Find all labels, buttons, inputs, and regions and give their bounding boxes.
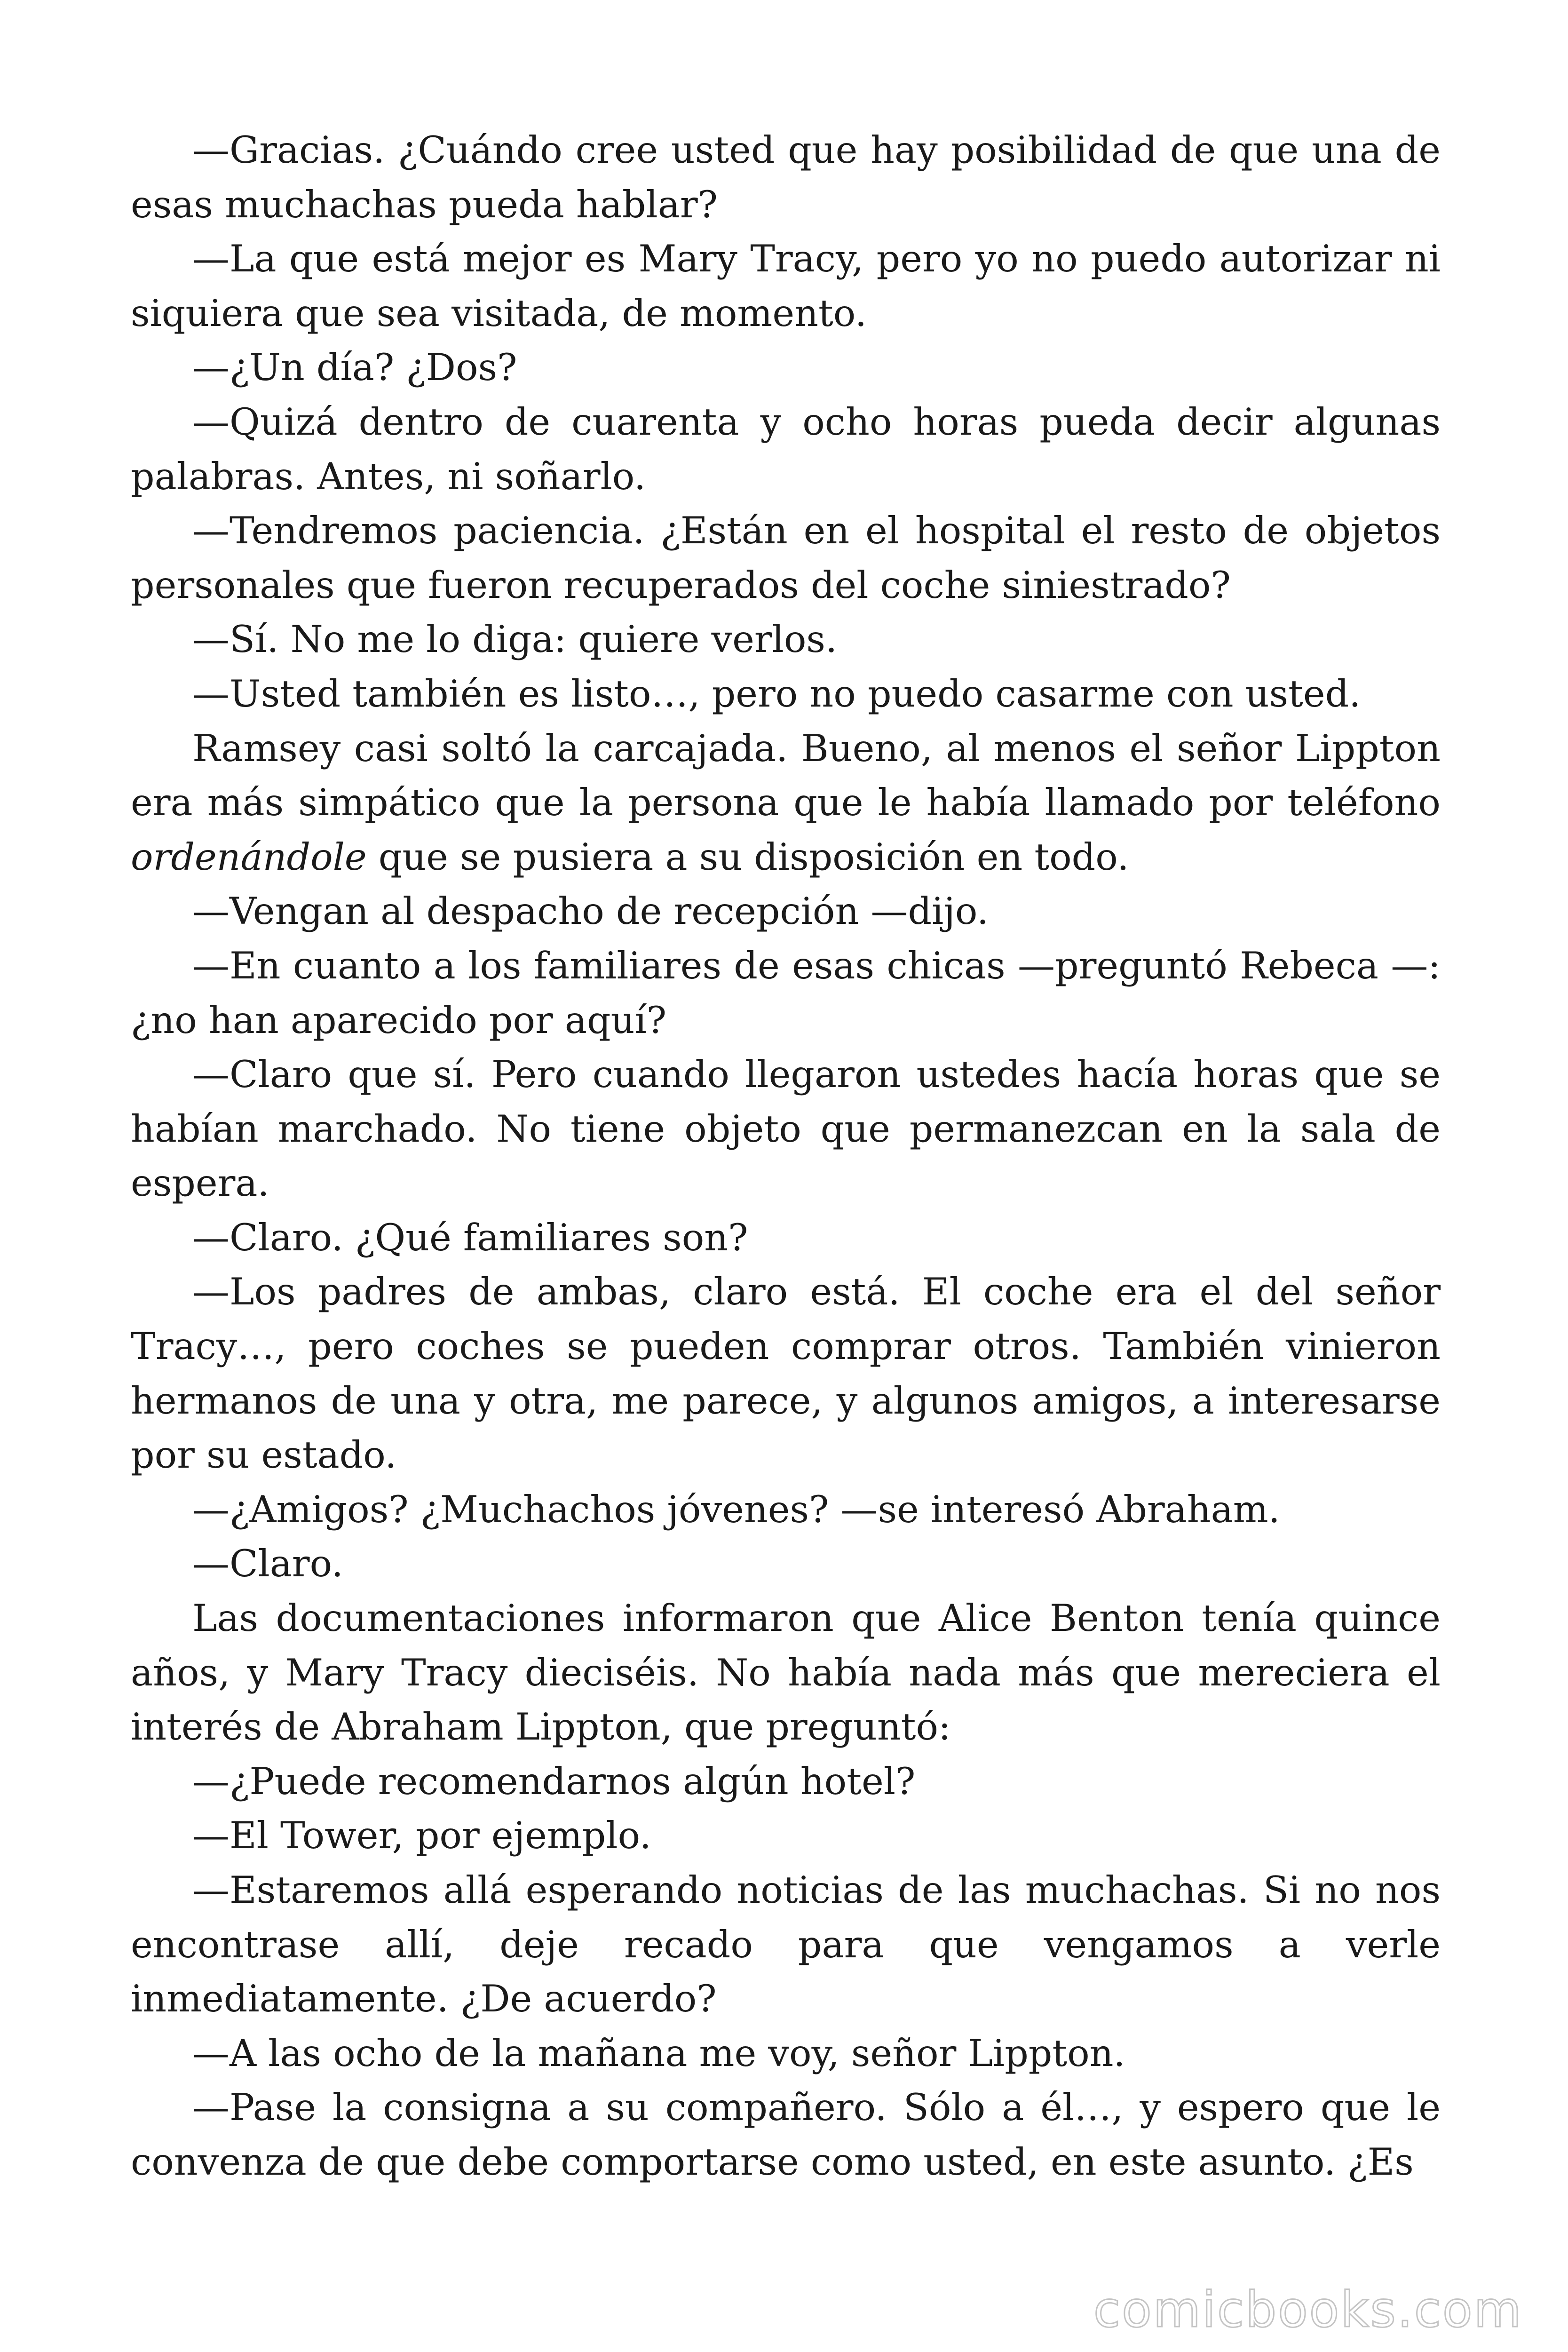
paragraph: —El Tower, por ejemplo. bbox=[192, 1814, 651, 1858]
paragraph: —Usted también es listo…, pero no puedo casarme con usted. bbox=[192, 672, 1361, 715]
paragraph: —Estaremos allá esperando noticias de las muchachas. Si no nos encontrase allí, deje recado para que vengamos a verle inmediatamente. ¿De acuerdo? bbox=[131, 1868, 1441, 2021]
book-page-text bbox=[131, 123, 1441, 2190]
paragraph: —Claro que sí. Pero cuando llegaron ustedes hacía horas que se habían marchado. No tiene objeto que permanezcan en la sala de espera. bbox=[131, 1053, 1441, 1205]
paragraph: Las documentaciones informaron que Alice Benton tenía quince años, y Mary Tracy dieciséis. No había nada más que mereciera el interés de Abraham Lippton, que preguntó: bbox=[131, 1597, 1441, 1749]
paragraph-with-emphasis bbox=[131, 722, 1441, 885]
paragraph: —Tendremos paciencia. ¿Están en el hospital el resto de objetos personales que fueron recuperados del coche siniestrado? bbox=[131, 509, 1441, 607]
site-watermark: comicbooks.com bbox=[1093, 2281, 1523, 2338]
paragraph: —Vengan al despacho de recepción —dijo. bbox=[192, 890, 989, 933]
paragraph: —Pase la consigna a su compañero. Sólo a él…, y espero que le convenza de que debe comportarse como usted, en este asunto. ¿Es bbox=[131, 2086, 1441, 2184]
paragraph: —¿Un día? ¿Dos? bbox=[192, 346, 517, 389]
paragraph-text-before: Ramsey casi soltó la carcajada. Bueno, al menos el señor Lippton era más simpático que la persona que le había llamado por teléfono bbox=[131, 726, 1441, 825]
emphasized-word: ordenándole bbox=[131, 835, 367, 879]
paragraph: —Claro. bbox=[192, 1542, 343, 1586]
paragraph: —Los padres de ambas, claro está. El coche era el del señor Tracy…, pero coches se pueden comprar otros. También vinieron hermanos de una y otra, me parece, y algunos amigos, a interesarse por su estado. bbox=[131, 1270, 1441, 1477]
paragraph: —La que está mejor es Mary Tracy, pero yo no puedo autorizar ni siquiera que sea visitada, de momento. bbox=[131, 237, 1441, 335]
paragraph: —En cuanto a los familiares de esas chicas —preguntó Rebeca —: ¿no han aparecido por aquí? bbox=[131, 944, 1441, 1042]
paragraph: —Quizá dentro de cuarenta y ocho horas pueda decir algunas palabras. Antes, ni soñarlo. bbox=[131, 400, 1441, 498]
paragraph-text-after: que se pusiera a su disposición en todo. bbox=[366, 835, 1129, 879]
paragraph: —A las ocho de la mañana me voy, señor Lippton. bbox=[192, 2031, 1125, 2075]
paragraph: —Gracias. ¿Cuándo cree usted que hay posibilidad de que una de esas muchachas pueda hablar? bbox=[131, 128, 1441, 226]
paragraph: —Sí. No me lo diga: quiere verlos. bbox=[192, 618, 838, 661]
paragraph: —Claro. ¿Qué familiares son? bbox=[192, 1216, 748, 1259]
paragraph: —¿Amigos? ¿Muchachos jóvenes? —se interesó Abraham. bbox=[192, 1487, 1280, 1531]
paragraph: —¿Puede recomendarnos algún hotel? bbox=[192, 1759, 916, 1803]
